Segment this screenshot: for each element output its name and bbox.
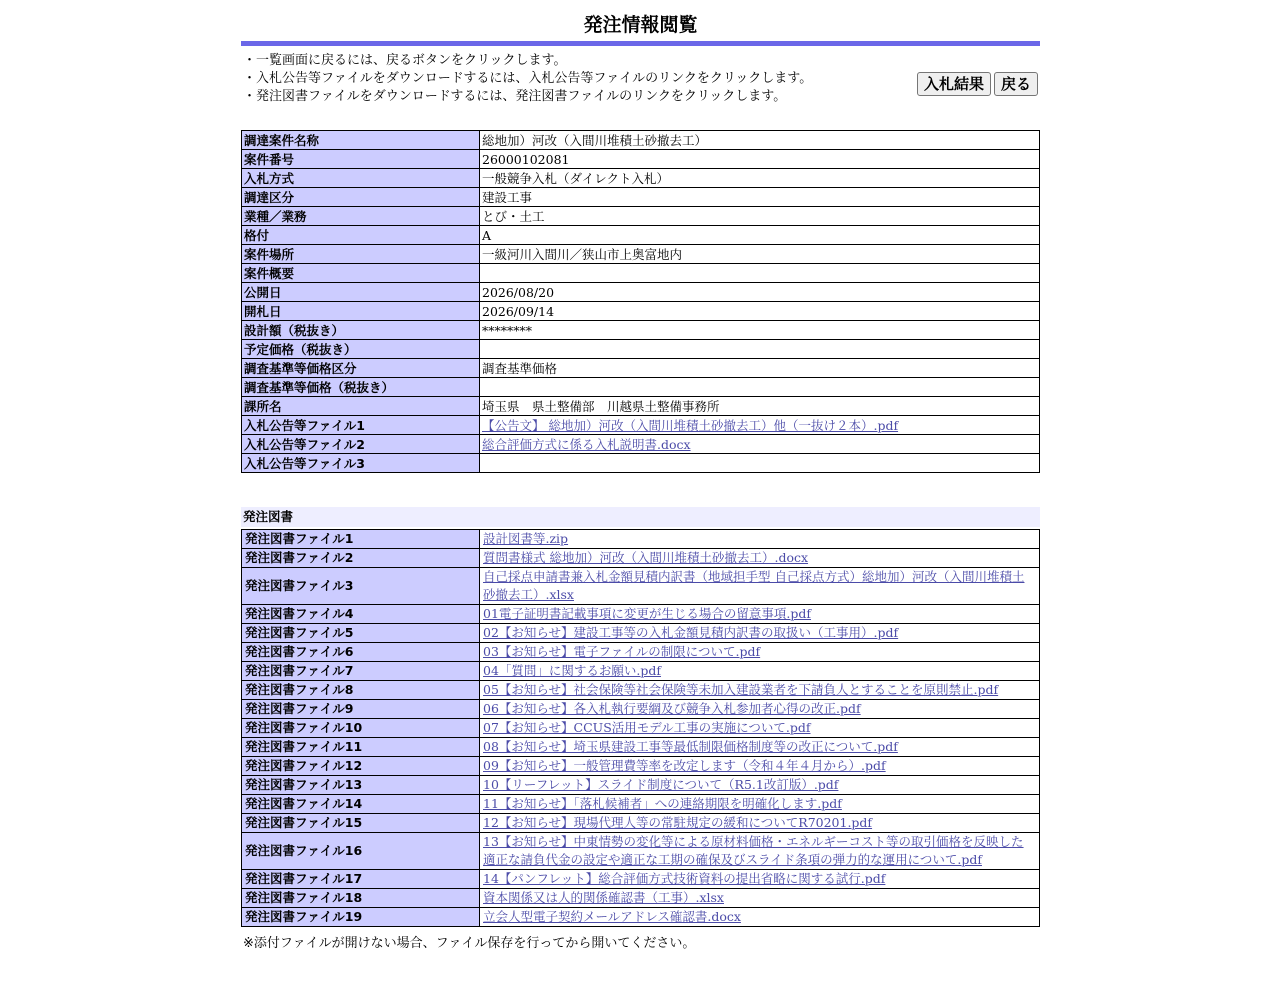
info-label: 設計額（税抜き）	[242, 321, 480, 340]
drawing-file-row	[242, 776, 1040, 795]
footer-note: ※添付ファイルが開けない場合、ファイル保存を行ってから開いてください。	[243, 936, 696, 951]
info-value	[480, 416, 1040, 435]
page-container	[241, 0, 1040, 951]
instruction-line: ・入札公告等ファイルをダウンロードするには、入札公告等ファイルのリンクをクリックします。	[243, 71, 813, 86]
drawing-file-link[interactable]: 05【お知らせ】社会保険等社会保険等未加入建設業者を下請負人とすることを原則禁止.pdf	[483, 682, 999, 697]
drawing-file-link[interactable]: 06【お知らせ】各入札執行要綱及び競争入札参加者心得の改正.pdf	[483, 701, 861, 716]
drawing-file-link[interactable]: 10【リーフレット】スライド制度について（R5.1改訂版）.pdf	[483, 777, 839, 792]
drawing-file-label: 発注図書ファイル10	[242, 719, 480, 738]
drawing-file-link[interactable]: 質問書様式 総地加）河改（入間川堆積土砂撤去工）.docx	[483, 550, 809, 565]
info-value	[480, 378, 1040, 397]
info-value	[480, 264, 1040, 283]
drawing-file-row	[242, 530, 1040, 549]
drawing-file-cell	[480, 700, 1040, 719]
drawing-file-link[interactable]: 資本関係又は人的関係確認書（工事）.xlsx	[483, 890, 724, 905]
drawing-file-row	[242, 889, 1040, 908]
drawing-file-cell	[480, 870, 1040, 889]
info-row	[242, 150, 1040, 169]
info-label: 案件番号	[242, 150, 480, 169]
drawing-file-label: 発注図書ファイル17	[242, 870, 480, 889]
drawing-file-label: 発注図書ファイル6	[242, 643, 480, 662]
drawing-file-row	[242, 662, 1040, 681]
drawing-file-label: 発注図書ファイル7	[242, 662, 480, 681]
info-label: 業種／業務	[242, 207, 480, 226]
drawing-file-row	[242, 568, 1040, 605]
info-row	[242, 188, 1040, 207]
drawing-file-row	[242, 624, 1040, 643]
info-label: 調査基準等価格区分	[242, 359, 480, 378]
drawing-file-cell	[480, 662, 1040, 681]
info-label: 公開日	[242, 283, 480, 302]
drawing-file-cell	[480, 889, 1040, 908]
drawing-file-cell	[480, 908, 1040, 927]
info-value: 調査基準価格	[480, 359, 1040, 378]
info-value	[480, 340, 1040, 359]
drawing-file-link[interactable]: 09【お知らせ】一般管理費等率を改定します（令和４年４月から）.pdf	[483, 758, 886, 773]
drawing-file-row	[242, 605, 1040, 624]
info-label: 調達案件名称	[242, 131, 480, 150]
info-row	[242, 264, 1040, 283]
drawing-file-label: 発注図書ファイル3	[242, 568, 480, 605]
info-label: 予定価格（税抜き）	[242, 340, 480, 359]
drawing-file-row	[242, 833, 1040, 870]
drawing-file-link[interactable]: 07【お知らせ】CCUS活用モデル工事の実施について.pdf	[483, 720, 811, 735]
info-row	[242, 435, 1040, 454]
drawing-file-label: 発注図書ファイル11	[242, 738, 480, 757]
info-label: 案件概要	[242, 264, 480, 283]
drawing-file-row	[242, 549, 1040, 568]
drawing-file-link[interactable]: 04「質問」に関するお願い.pdf	[483, 663, 662, 678]
info-row	[242, 131, 1040, 150]
info-label: 入札公告等ファイル3	[242, 454, 480, 473]
bid-result-button[interactable]: 入札結果	[917, 72, 991, 96]
drawing-file-label: 発注図書ファイル4	[242, 605, 480, 624]
drawing-file-link[interactable]: 14【パンフレット】総合評価方式技術資料の提出省略に関する試行.pdf	[483, 871, 886, 886]
info-value: 2026/09/14	[480, 302, 1040, 321]
drawing-file-label: 発注図書ファイル5	[242, 624, 480, 643]
info-row	[242, 245, 1040, 264]
notice-file-link[interactable]: 【公告文】 総地加）河改（入間川堆積土砂撤去工）他（一抜け２本）.pdf	[482, 417, 899, 433]
drawing-file-link[interactable]: 自己採点申請書兼入札金額見積内訳書（地域担手型 自己採点方式）総地加）河改（入間川堆積土砂撤去工）.xlsx	[483, 569, 1025, 602]
info-row	[242, 378, 1040, 397]
drawing-file-link[interactable]: 11【お知らせ】「落札候補者」への連絡期限を明確化します.pdf	[483, 796, 842, 811]
drawing-file-row	[242, 908, 1040, 927]
drawing-file-cell	[480, 530, 1040, 549]
info-row	[242, 454, 1040, 473]
drawing-file-link[interactable]: 12【お知らせ】現場代理人等の常駐規定の緩和についてR70201.pdf	[483, 815, 873, 830]
drawing-file-link[interactable]: 02【お知らせ】建設工事等の入札金額見積内訳書の取扱い（工事用）.pdf	[483, 625, 899, 640]
drawing-file-cell	[480, 605, 1040, 624]
info-value: 26000102081	[480, 150, 1040, 169]
info-label: 格付	[242, 226, 480, 245]
info-value: 埼玉県 県土整備部 川越県土整備事務所	[480, 397, 1040, 416]
drawing-file-row	[242, 681, 1040, 700]
title-divider	[241, 41, 1040, 46]
drawing-file-link[interactable]: 08【お知らせ】埼玉県建設工事等最低制限価格制度等の改正について.pdf	[483, 739, 898, 754]
drawing-file-label: 発注図書ファイル15	[242, 814, 480, 833]
info-value: 建設工事	[480, 188, 1040, 207]
drawing-file-label: 発注図書ファイル12	[242, 757, 480, 776]
drawing-file-label: 発注図書ファイル13	[242, 776, 480, 795]
drawing-file-label: 発注図書ファイル1	[242, 530, 480, 549]
drawing-file-row	[242, 719, 1040, 738]
info-row	[242, 302, 1040, 321]
drawing-file-cell	[480, 624, 1040, 643]
drawing-file-row	[242, 814, 1040, 833]
info-row	[242, 283, 1040, 302]
info-label: 調査基準等価格（税抜き）	[242, 378, 480, 397]
info-row	[242, 321, 1040, 340]
drawing-file-cell	[480, 549, 1040, 568]
drawing-file-label: 発注図書ファイル8	[242, 681, 480, 700]
drawing-file-cell	[480, 814, 1040, 833]
drawing-file-label: 発注図書ファイル16	[242, 833, 480, 870]
drawing-file-label: 発注図書ファイル19	[242, 908, 480, 927]
drawing-file-cell	[480, 643, 1040, 662]
drawing-file-cell	[480, 719, 1040, 738]
notice-file-link[interactable]: 総合評価方式に係る入札説明書.docx	[482, 436, 691, 452]
drawing-file-cell	[480, 568, 1040, 605]
drawing-file-cell	[480, 681, 1040, 700]
info-row	[242, 359, 1040, 378]
info-value: ********	[480, 321, 1040, 340]
drawing-file-link[interactable]: 13【お知らせ】中東情勢の変化等による原材料価格・エネルギーコスト等の取引価格を反映した適正な請負代金の設定や適正な工期の確保及びスライド条項の弾力的な運用について.pdf	[483, 834, 1024, 867]
info-row	[242, 397, 1040, 416]
info-row	[242, 416, 1040, 435]
info-row	[242, 226, 1040, 245]
info-row	[242, 340, 1040, 359]
drawing-file-cell	[480, 795, 1040, 814]
drawing-file-cell	[480, 757, 1040, 776]
drawing-file-label: 発注図書ファイル9	[242, 700, 480, 719]
instructions	[241, 52, 1040, 112]
drawing-file-label: 発注図書ファイル14	[242, 795, 480, 814]
info-label: 開札日	[242, 302, 480, 321]
drawing-file-link[interactable]: 01電子証明書記載事項に変更が生じる場合の留意事項.pdf	[483, 606, 812, 621]
drawing-file-link[interactable]: 03【お知らせ】電子ファイルの制限について.pdf	[483, 644, 761, 659]
drawing-file-cell	[480, 833, 1040, 870]
drawing-file-cell	[480, 776, 1040, 795]
instruction-line: ・一覧画面に戻るには、戻るボタンをクリックします。	[243, 53, 567, 68]
back-button[interactable]: 戻る	[994, 72, 1038, 96]
drawing-file-row	[242, 738, 1040, 757]
drawing-file-row	[242, 757, 1040, 776]
info-label: 入札公告等ファイル1	[242, 416, 480, 435]
drawing-file-link[interactable]: 立会人型電子契約メールアドレス確認書.docx	[483, 909, 741, 924]
project-info-table	[241, 130, 1040, 473]
info-value: 一級河川入間川／狭山市上奥富地内	[480, 245, 1040, 264]
drawings-table	[241, 529, 1040, 927]
info-label: 入札公告等ファイル2	[242, 435, 480, 454]
drawing-file-row	[242, 870, 1040, 889]
page-title: 発注情報閲覧	[583, 14, 698, 36]
drawings-heading: 発注図書	[241, 507, 1040, 527]
drawing-file-row	[242, 643, 1040, 662]
drawing-file-label: 発注図書ファイル18	[242, 889, 480, 908]
info-value: 一般競争入札（ダイレクト入札）	[480, 169, 1040, 188]
info-value: A	[480, 226, 1040, 245]
info-value: 総地加）河改（入間川堆積土砂撤去工）	[480, 131, 1040, 150]
button-group	[917, 72, 1038, 96]
info-value: 2026/08/20	[480, 283, 1040, 302]
info-value	[480, 435, 1040, 454]
info-label: 入札方式	[242, 169, 480, 188]
info-row	[242, 207, 1040, 226]
info-label: 案件場所	[242, 245, 480, 264]
info-label: 課所名	[242, 397, 480, 416]
drawing-file-row	[242, 700, 1040, 719]
instruction-line: ・発注図書ファイルをダウンロードするには、発注図書ファイルのリンクをクリックします。	[243, 89, 787, 104]
drawing-file-cell	[480, 738, 1040, 757]
info-value: とび・土工	[480, 207, 1040, 226]
drawing-file-row	[242, 795, 1040, 814]
info-label: 調達区分	[242, 188, 480, 207]
info-row	[242, 169, 1040, 188]
info-value	[480, 454, 1040, 473]
drawing-file-link[interactable]: 設計図書等.zip	[483, 531, 569, 546]
drawing-file-label: 発注図書ファイル2	[242, 549, 480, 568]
